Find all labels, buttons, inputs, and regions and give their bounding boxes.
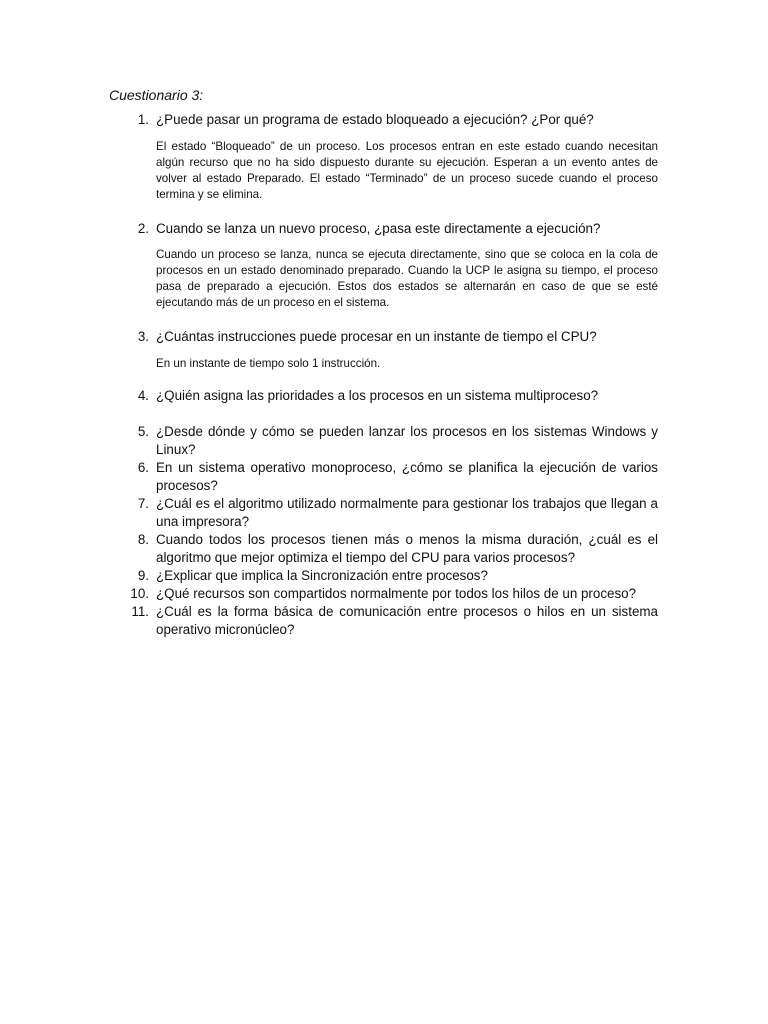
question-item <box>109 531 658 567</box>
question-number: 2. <box>137 221 149 236</box>
question-item <box>109 585 658 603</box>
question-item <box>109 423 658 459</box>
question-text: ¿Cuál es el algoritmo utilizado normalmente para gestionar los trabajos que llegan a una impresora? <box>156 496 658 529</box>
question-number: 11. <box>131 604 149 619</box>
answer-text: Cuando un proceso se lanza, nunca se ejecuta directamente, sino que se coloca en la cola de procesos en un estado denominado preparado. Cuando la UCP le asigna su tiempo, el proceso pasa de preparado a ejecución. Estos dos estados se alternarán en caso de que se esté ejecutando más de un proceso en el sistema. <box>156 248 658 309</box>
answer-text: En un instante de tiempo solo 1 instrucción. <box>156 357 381 370</box>
question-item <box>109 495 658 531</box>
question-text: Cuando se lanza un nuevo proceso, ¿pasa este directamente a ejecución? <box>156 221 601 236</box>
question-number: 3. <box>137 329 149 344</box>
question-number: 9. <box>137 568 149 583</box>
question-item <box>109 111 658 129</box>
question-number: 1. <box>137 112 149 127</box>
question-text: ¿Puede pasar un programa de estado bloqueado a ejecución? ¿Por qué? <box>156 112 594 127</box>
question-text: ¿Desde dónde y cómo se pueden lanzar los procesos en los sistemas Windows y Linux? <box>156 424 658 457</box>
question-item <box>109 387 658 405</box>
question-text: En un sistema operativo monoproceso, ¿cómo se planifica la ejecución de varios procesos? <box>156 460 658 493</box>
question-number: 10. <box>130 586 149 601</box>
question-text: ¿Explicar que implica la Sincronización entre procesos? <box>156 568 488 583</box>
question-item <box>109 328 658 346</box>
question-text: ¿Cuántas instrucciones puede procesar en un instante de tiempo el CPU? <box>156 329 597 344</box>
question-number: 4. <box>137 388 149 403</box>
question-number: 6. <box>137 460 149 475</box>
question-text: ¿Quién asigna las prioridades a los procesos en un sistema multiproceso? <box>156 388 599 403</box>
question-number: 8. <box>137 532 149 547</box>
question-item <box>109 220 658 238</box>
question-number: 7. <box>137 496 149 511</box>
question-text: ¿Cuál es la forma básica de comunicación entre procesos o hilos en un sistema operativo micronúcleo? <box>156 604 658 637</box>
question-item <box>109 567 658 585</box>
question-item <box>109 603 658 639</box>
question-text: Cuando todos los procesos tienen más o menos la misma duración, ¿cuál es el algoritmo que mejor optimiza el tiempo del CPU para varios procesos? <box>156 532 658 565</box>
question-text: ¿Qué recursos son compartidos normalmente por todos los hilos de un proceso? <box>156 586 637 601</box>
question-item <box>109 459 658 495</box>
answer-text: El estado “Bloqueado” de un proceso. Los procesos entran en este estado cuando necesitan algún recurso que no ha sido dispuesto durante su ejecución. Esperan a un evento antes de volver al estado Preparado. El estado “Terminado” de un proceso sucede cuando el proceso termina y se elimina. <box>156 140 658 201</box>
page-title: Cuestionario 3: <box>109 87 204 103</box>
question-number: 5. <box>137 424 149 439</box>
question-list <box>109 111 658 639</box>
